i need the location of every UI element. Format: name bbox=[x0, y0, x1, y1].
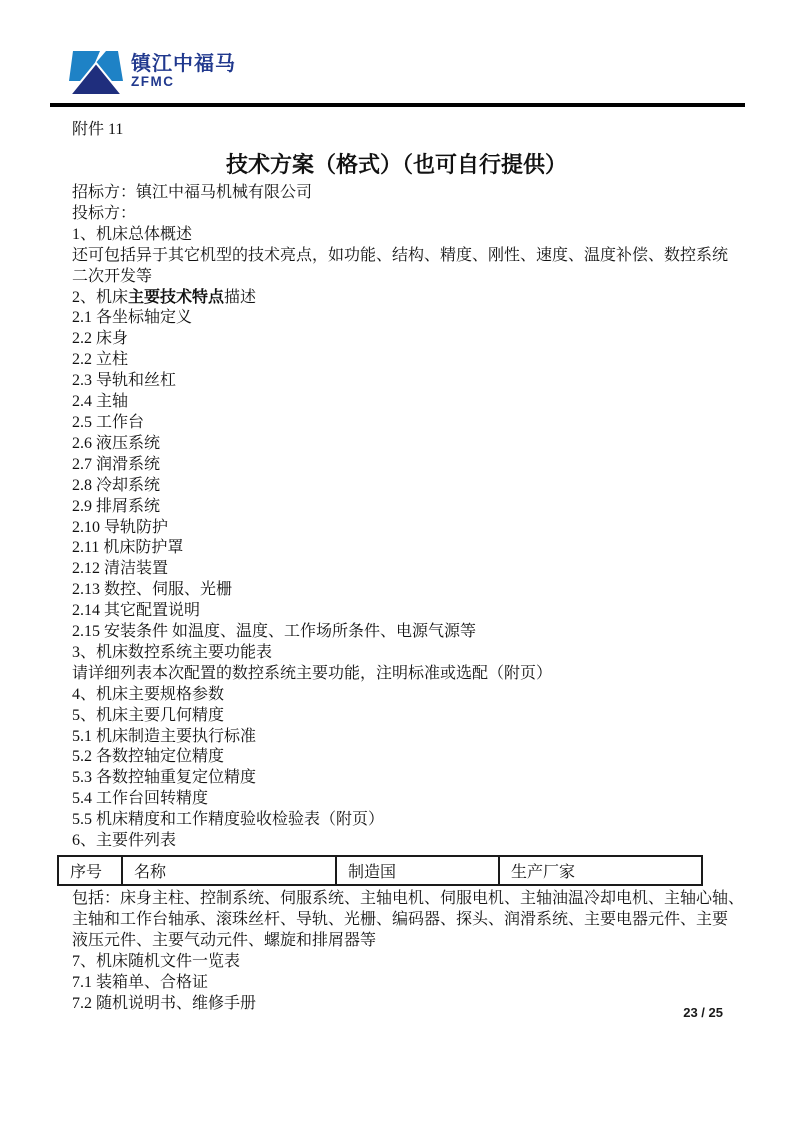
document-body bbox=[72, 183, 753, 1014]
doc-line-segment: 4、机床主要规格参数 bbox=[72, 685, 225, 703]
doc-line-segment: 5.1 机床制造主要执行标准 bbox=[72, 727, 257, 745]
doc-line-segment: 2.10 导轨防护 bbox=[72, 518, 169, 536]
doc-line-segment: 投标方： bbox=[72, 204, 137, 222]
body-lines-bottom bbox=[72, 889, 753, 1014]
doc-line-segment: 2、机床 bbox=[72, 288, 129, 306]
doc-line-segment: 2.15 安装条件 如温度、温度、工作场所条件、电源气源等 bbox=[72, 623, 477, 641]
doc-line bbox=[72, 622, 753, 643]
doc-line bbox=[72, 476, 753, 497]
doc-line-segment: 2.14 其它配置说明 bbox=[72, 602, 201, 620]
company-name-en: ZFMC bbox=[131, 74, 175, 89]
doc-line bbox=[72, 931, 753, 952]
doc-line bbox=[72, 413, 753, 434]
doc-line-segment: 7.1 装箱单、合格证 bbox=[72, 973, 209, 991]
doc-line-segment: 2.4 主轴 bbox=[72, 393, 129, 411]
doc-line-segment: 2.6 液压系统 bbox=[72, 434, 161, 452]
doc-line bbox=[72, 727, 753, 748]
doc-line bbox=[72, 329, 753, 350]
doc-line-segment: 2.11 机床防护罩 bbox=[72, 539, 184, 557]
table-header-cell: 生产厂家 bbox=[499, 856, 702, 885]
table-header-row bbox=[58, 856, 702, 885]
company-logo-icon bbox=[68, 50, 124, 96]
doc-line-segment: 5、机床主要几何精度 bbox=[72, 706, 225, 724]
doc-line bbox=[72, 455, 753, 476]
doc-line bbox=[72, 768, 753, 789]
doc-line-segment: 2.9 排屑系统 bbox=[72, 497, 161, 515]
doc-line-segment: 7.2 随机说明书、维修手册 bbox=[72, 994, 257, 1012]
doc-line-segment: 5.5 机床精度和工作精度验收检验表（附页） bbox=[72, 811, 385, 829]
doc-line bbox=[72, 267, 753, 288]
doc-line-segment: 2.5 工作台 bbox=[72, 413, 145, 431]
doc-line bbox=[72, 706, 753, 727]
doc-line-segment: 还可包括异于其它机型的技术亮点，如功能、结构、精度、刚性、速度、温度补偿、数控系统 bbox=[72, 246, 729, 264]
doc-line bbox=[72, 538, 753, 559]
doc-line bbox=[72, 910, 753, 931]
doc-line-segment: 2.1 各坐标轴定义 bbox=[72, 309, 193, 327]
doc-line bbox=[72, 559, 753, 580]
doc-line-segment: 招标方：镇江中福马机械有限公司 bbox=[72, 184, 313, 201]
page-number: 23 / 25 bbox=[683, 1005, 723, 1020]
doc-line-segment: 5.3 各数控轴重复定位精度 bbox=[72, 769, 257, 787]
doc-line-bold-segment: 主要技术特点 bbox=[128, 288, 225, 306]
doc-line bbox=[72, 183, 753, 204]
doc-line-segment: 包括：床身主柱、控制系统、伺服系统、主轴电机、伺服电机、主轴油温冷却电机、主轴心轴、 bbox=[72, 890, 745, 907]
doc-line-segment: 2.7 润滑系统 bbox=[72, 455, 161, 473]
document-title: 技术方案（格式）（也可自行提供） bbox=[225, 152, 567, 177]
doc-line-segment: 5.4 工作台回转精度 bbox=[72, 790, 209, 808]
doc-line bbox=[72, 973, 753, 994]
doc-line-segment: 2.8 冷却系统 bbox=[72, 476, 161, 494]
attachment-label: 附件 11 bbox=[72, 121, 124, 138]
doc-line-segment: 5.2 各数控轴定位精度 bbox=[72, 748, 225, 766]
main-parts-table bbox=[57, 855, 703, 886]
doc-line bbox=[72, 371, 753, 392]
doc-line-segment: 1、机床总体概述 bbox=[72, 225, 193, 243]
company-name-block bbox=[131, 53, 236, 90]
doc-line bbox=[72, 810, 753, 831]
doc-line-segment: 3、机床数控系统主要功能表 bbox=[72, 643, 273, 661]
header-divider bbox=[50, 103, 745, 107]
doc-line bbox=[72, 789, 753, 810]
table-header-cell: 制造国 bbox=[336, 856, 499, 885]
doc-line bbox=[72, 685, 753, 706]
doc-line bbox=[72, 518, 753, 539]
doc-line-segment: 2.3 导轨和丝杠 bbox=[72, 372, 177, 390]
doc-line bbox=[72, 392, 753, 413]
doc-line bbox=[72, 246, 753, 267]
doc-line bbox=[72, 664, 753, 685]
doc-line-segment: 液压元件、主要气动元件、螺旋和排屑器等 bbox=[72, 931, 377, 949]
doc-line bbox=[72, 434, 753, 455]
doc-line bbox=[72, 994, 753, 1015]
doc-line bbox=[72, 225, 753, 246]
company-logo bbox=[68, 50, 745, 98]
table-header-cell: 名称 bbox=[122, 856, 336, 885]
doc-line bbox=[72, 350, 753, 371]
doc-line bbox=[72, 204, 753, 225]
doc-line-segment: 描述 bbox=[224, 288, 257, 306]
doc-line bbox=[72, 831, 753, 852]
doc-line bbox=[72, 643, 753, 664]
doc-line bbox=[72, 288, 753, 309]
doc-line-segment: 2.2 立柱 bbox=[72, 351, 129, 369]
doc-line-segment: 6、主要件列表 bbox=[72, 832, 177, 850]
doc-line-segment: 2.12 清洁装置 bbox=[72, 560, 169, 578]
doc-line-segment: 7、机床随机文件一览表 bbox=[72, 952, 241, 970]
doc-line-segment: 2.13 数控、伺服、光栅 bbox=[72, 581, 233, 599]
doc-line-segment: 主轴和工作台轴承、滚珠丝杆、导轨、光栅、编码器、探头、润滑系统、主要电器元件、主要 bbox=[72, 910, 729, 928]
doc-line-segment: 二次开发等 bbox=[72, 267, 153, 285]
doc-line bbox=[72, 601, 753, 622]
doc-line bbox=[72, 497, 753, 518]
table-header-cell: 序号 bbox=[58, 856, 122, 885]
doc-line bbox=[72, 580, 753, 601]
body-lines-top bbox=[72, 183, 753, 852]
doc-line bbox=[72, 747, 753, 768]
doc-line bbox=[72, 889, 753, 910]
doc-line bbox=[72, 952, 753, 973]
doc-line-segment: 请详细列表本次配置的数控系统主要功能，注明标准或选配（附页） bbox=[72, 664, 553, 682]
company-name-cn: 镇江中福马 bbox=[131, 53, 236, 75]
doc-line bbox=[72, 308, 753, 329]
doc-line-segment: 2.2 床身 bbox=[72, 330, 129, 348]
